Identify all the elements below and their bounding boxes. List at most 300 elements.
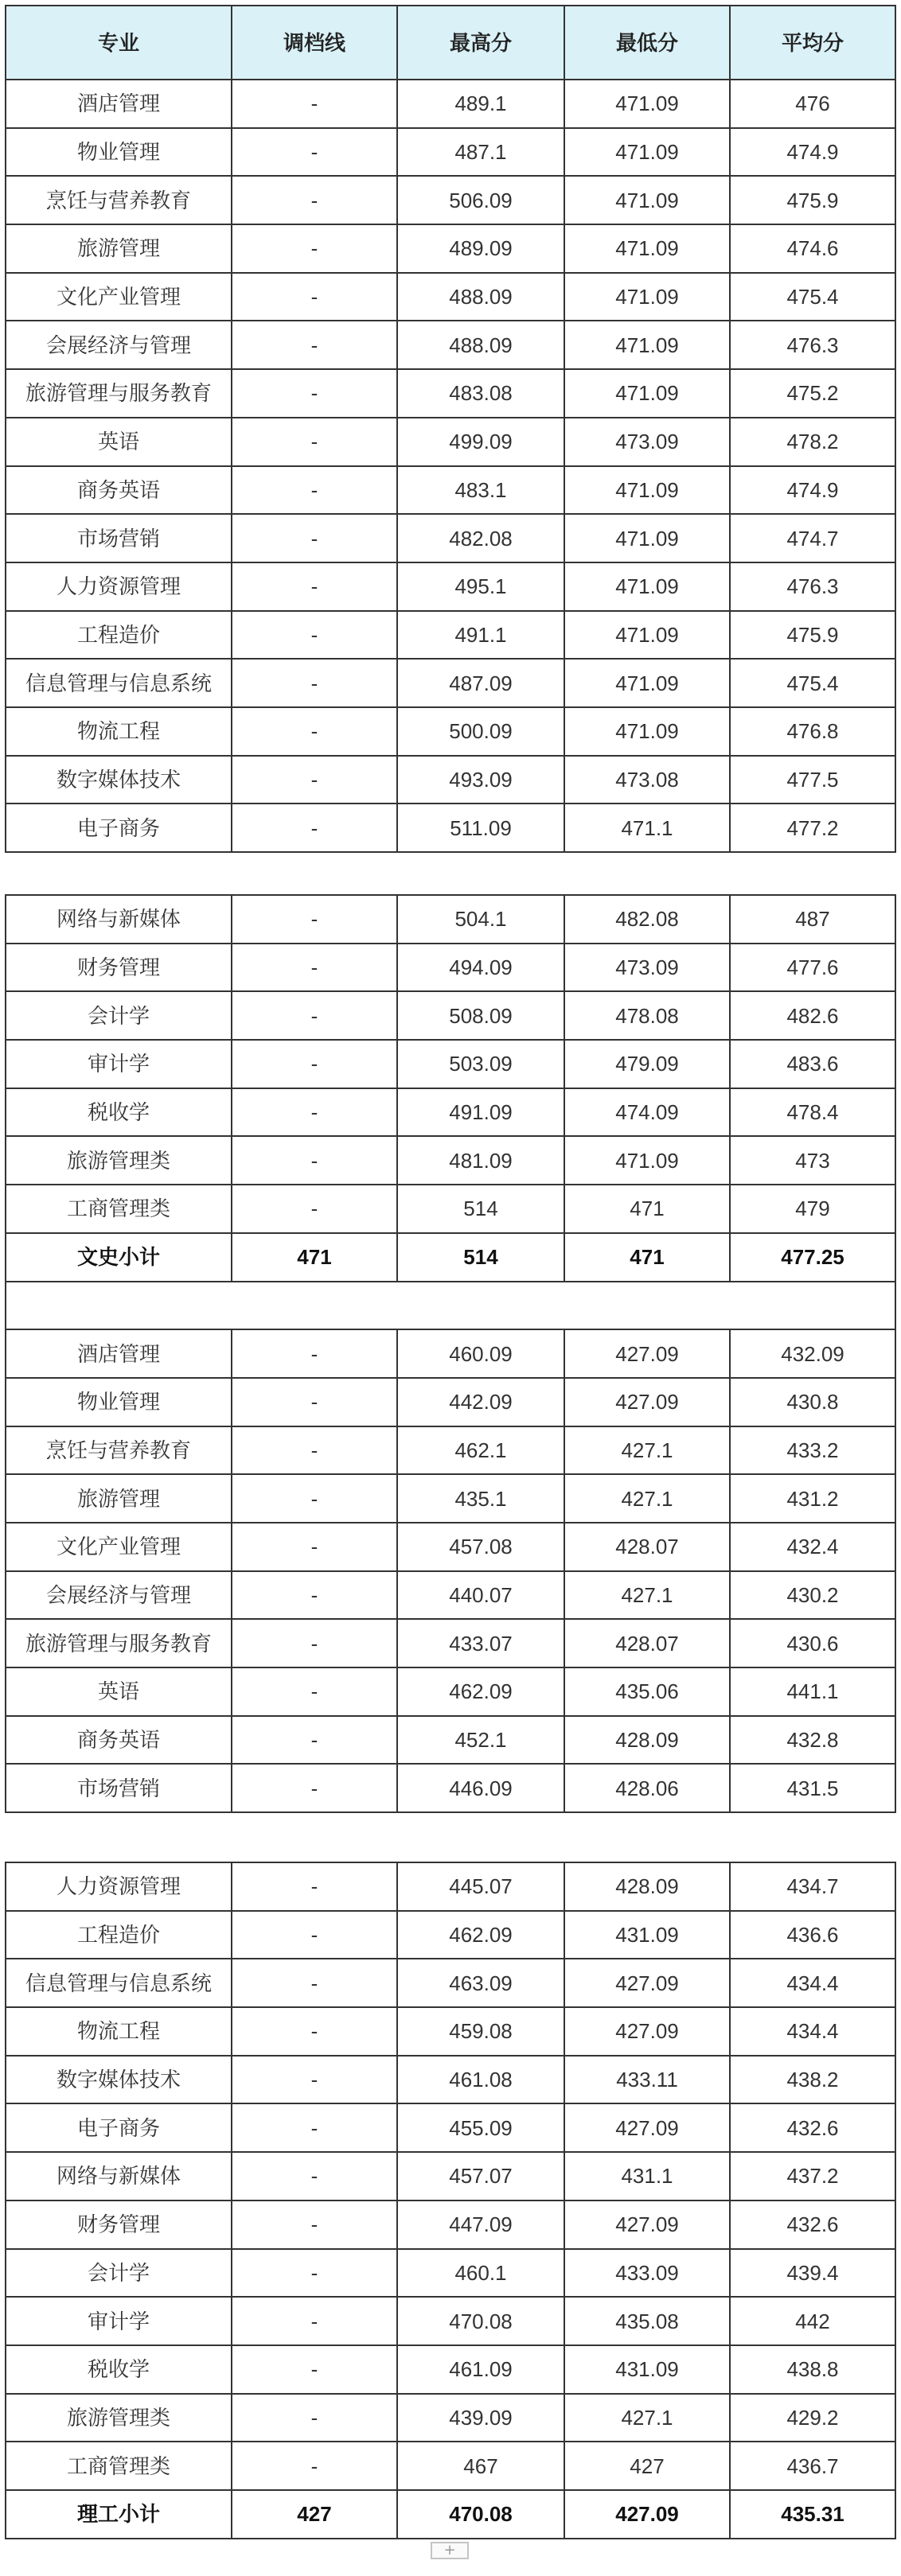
cutoff-line-cell: - — [232, 514, 397, 562]
min-score-cell: 479.09 — [564, 1040, 730, 1088]
min-score-cell: 427.1 — [564, 2394, 730, 2442]
major-cell: 税收学 — [6, 2345, 232, 2394]
table-row — [6, 273, 895, 321]
table-row — [6, 991, 895, 1040]
major-cell: 工程造价 — [6, 1911, 232, 1959]
major-cell: 旅游管理 — [6, 224, 232, 273]
major-cell: 会计学 — [6, 2249, 232, 2298]
table-body-2 — [6, 895, 895, 1812]
max-score-cell: 483.08 — [397, 369, 564, 418]
table-row — [6, 1426, 895, 1475]
max-score-cell: 489.1 — [397, 80, 564, 128]
min-score-cell: 431.09 — [564, 1911, 730, 1959]
max-score-cell: 494.09 — [397, 944, 564, 992]
min-score-cell: 427 — [564, 2442, 730, 2490]
min-score-cell: 433.09 — [564, 2249, 730, 2298]
max-score-cell: 457.08 — [397, 1523, 564, 1571]
max-score-cell: 482.08 — [397, 514, 564, 562]
major-cell: 数字媒体技术 — [6, 2056, 232, 2104]
max-score-cell: 439.09 — [397, 2394, 564, 2442]
cutoff-line-cell: - — [232, 321, 397, 369]
cutoff-line-cell: - — [232, 1764, 397, 1812]
major-cell: 烹饪与营养教育 — [6, 1426, 232, 1475]
avg-score-cell: 477.2 — [730, 804, 895, 852]
avg-score-cell: 436.7 — [730, 2442, 895, 2490]
cutoff-line-cell: - — [232, 1136, 397, 1185]
major-cell: 信息管理与信息系统 — [6, 659, 232, 707]
cutoff-line-cell: - — [232, 991, 397, 1040]
major-cell: 会计学 — [6, 991, 232, 1040]
max-score-cell: 442.09 — [397, 1378, 564, 1426]
max-score-cell: 461.08 — [397, 2056, 564, 2104]
major-cell: 工商管理类 — [6, 1185, 232, 1233]
max-score-cell: 460.1 — [397, 2249, 564, 2298]
min-score-cell: 428.06 — [564, 1764, 730, 1812]
cutoff-line-cell: - — [232, 1911, 397, 1959]
table-row — [6, 176, 895, 224]
max-score-cell: 508.09 — [397, 991, 564, 1040]
avg-score-cell: 433.2 — [730, 1426, 895, 1475]
table-row — [6, 418, 895, 466]
expand-button[interactable] — [431, 2542, 469, 2559]
max-score-cell: 462.09 — [397, 1911, 564, 1959]
avg-score-cell: 431.2 — [730, 1474, 895, 1523]
min-score-cell: 474.09 — [564, 1088, 730, 1137]
cutoff-line-cell: - — [232, 418, 397, 466]
min-score-cell: 471 — [564, 1185, 730, 1233]
avg-score-cell: 478.4 — [730, 1088, 895, 1137]
table-row — [6, 1911, 895, 1959]
cutoff-line-cell: - — [232, 2056, 397, 2104]
min-score-cell: 471.09 — [564, 321, 730, 369]
max-score-cell: 433.07 — [397, 1619, 564, 1667]
table-row — [6, 369, 895, 418]
max-score-cell: 506.09 — [397, 176, 564, 224]
cutoff-line-cell: - — [232, 1378, 397, 1426]
min-score-cell: 427.09 — [564, 1959, 730, 2007]
max-score-cell: 457.07 — [397, 2152, 564, 2200]
major-cell: 审计学 — [6, 2297, 232, 2345]
max-score-cell: 467 — [397, 2442, 564, 2490]
major-cell: 审计学 — [6, 1040, 232, 1088]
min-score-cell: 471.09 — [564, 611, 730, 660]
avg-score-cell: 477.6 — [730, 944, 895, 992]
avg-score-cell: 475.9 — [730, 611, 895, 660]
max-score-cell: 481.09 — [397, 1136, 564, 1185]
max-score-cell: 487.1 — [397, 128, 564, 177]
avg-score-cell: 477.5 — [730, 756, 895, 804]
header-max-score: 最高分 — [397, 6, 564, 80]
cutoff-line-cell: - — [232, 611, 397, 660]
avg-score-cell: 473 — [730, 1136, 895, 1185]
table-row — [6, 1959, 895, 2007]
cutoff-line-cell: - — [232, 756, 397, 804]
major-cell: 税收学 — [6, 1088, 232, 1137]
cutoff-line-cell: - — [232, 2297, 397, 2345]
avg-score-cell: 475.4 — [730, 273, 895, 321]
major-cell: 工商管理类 — [6, 2442, 232, 2490]
table-row — [6, 2200, 895, 2249]
min-score-cell: 427.09 — [564, 1329, 730, 1378]
major-cell: 财务管理 — [6, 944, 232, 992]
major-cell: 旅游管理类 — [6, 1136, 232, 1185]
table-header-row — [6, 6, 895, 80]
max-score-cell: 514 — [397, 1233, 564, 1282]
cutoff-line-cell: - — [232, 2442, 397, 2490]
cutoff-line-cell: - — [232, 804, 397, 852]
cutoff-line-cell: - — [232, 659, 397, 707]
major-cell: 酒店管理 — [6, 80, 232, 128]
avg-score-cell: 431.5 — [730, 1764, 895, 1812]
min-score-cell: 433.11 — [564, 2056, 730, 2104]
cutoff-line-cell: 427 — [232, 2490, 397, 2539]
avg-score-cell: 474.9 — [730, 466, 895, 515]
max-score-cell: 495.1 — [397, 562, 564, 611]
table-row — [6, 1667, 895, 1716]
table-row — [6, 2007, 895, 2056]
min-score-cell: 471.09 — [564, 1136, 730, 1185]
cutoff-line-cell: - — [232, 944, 397, 992]
min-score-cell: 473.08 — [564, 756, 730, 804]
cutoff-line-cell: - — [232, 1716, 397, 1765]
major-cell: 物业管理 — [6, 1378, 232, 1426]
max-score-cell: 487.09 — [397, 659, 564, 707]
major-cell: 烹饪与营养教育 — [6, 176, 232, 224]
cutoff-line-cell: - — [232, 1862, 397, 1911]
table-row — [6, 1619, 895, 1667]
max-score-cell: 470.08 — [397, 2490, 564, 2539]
avg-score-cell: 429.2 — [730, 2394, 895, 2442]
avg-score-cell: 434.4 — [730, 1959, 895, 2007]
avg-score-cell: 477.25 — [730, 1233, 895, 1282]
major-cell: 文史小计 — [6, 1233, 232, 1282]
table-row — [6, 321, 895, 369]
min-score-cell: 482.08 — [564, 895, 730, 944]
score-table-2 — [5, 894, 896, 1813]
max-score-cell: 447.09 — [397, 2200, 564, 2249]
min-score-cell: 428.09 — [564, 1862, 730, 1911]
avg-score-cell: 476.3 — [730, 321, 895, 369]
avg-score-cell: 487 — [730, 895, 895, 944]
avg-score-cell: 483.6 — [730, 1040, 895, 1088]
cutoff-line-cell: - — [232, 2103, 397, 2152]
cutoff-line-cell: - — [232, 369, 397, 418]
max-score-cell: 463.09 — [397, 1959, 564, 2007]
cutoff-line-cell: - — [232, 1959, 397, 2007]
cutoff-line-cell: - — [232, 1040, 397, 1088]
table-row — [6, 1571, 895, 1620]
cutoff-line-cell: - — [232, 176, 397, 224]
table-row — [6, 1040, 895, 1088]
table-row — [6, 2249, 895, 2298]
max-score-cell: 503.09 — [397, 1040, 564, 1088]
max-score-cell: 488.09 — [397, 321, 564, 369]
min-score-cell: 427.1 — [564, 1571, 730, 1620]
major-cell: 电子商务 — [6, 804, 232, 852]
table-row — [6, 1764, 895, 1812]
min-score-cell: 428.07 — [564, 1619, 730, 1667]
avg-score-cell: 430.8 — [730, 1378, 895, 1426]
min-score-cell: 427.09 — [564, 2200, 730, 2249]
max-score-cell: 491.09 — [397, 1088, 564, 1137]
table-row — [6, 2297, 895, 2345]
min-score-cell: 471 — [564, 1233, 730, 1282]
table-row — [6, 895, 895, 944]
header-avg-score: 平均分 — [730, 6, 895, 80]
min-score-cell: 427.1 — [564, 1474, 730, 1523]
max-score-cell: 489.09 — [397, 224, 564, 273]
max-score-cell: 459.08 — [397, 2007, 564, 2056]
cutoff-line-cell: - — [232, 466, 397, 515]
min-score-cell: 473.09 — [564, 944, 730, 992]
score-table-3 — [5, 1862, 896, 2539]
max-score-cell: 491.1 — [397, 611, 564, 660]
min-score-cell: 471.09 — [564, 659, 730, 707]
max-score-cell: 493.09 — [397, 756, 564, 804]
major-cell: 信息管理与信息系统 — [6, 1959, 232, 2007]
major-cell: 工程造价 — [6, 611, 232, 660]
score-table-1 — [5, 5, 896, 853]
avg-score-cell: 434.7 — [730, 1862, 895, 1911]
major-cell: 商务英语 — [6, 466, 232, 515]
min-score-cell: 427.09 — [564, 2007, 730, 2056]
cutoff-line-cell: - — [232, 1667, 397, 1716]
min-score-cell: 435.08 — [564, 2297, 730, 2345]
table-row — [6, 1378, 895, 1426]
avg-score-cell: 435.31 — [730, 2490, 895, 2539]
table-row — [6, 2442, 895, 2490]
table-row — [6, 562, 895, 611]
plus-icon: + — [443, 2542, 456, 2558]
avg-score-cell: 439.4 — [730, 2249, 895, 2298]
min-score-cell: 427.09 — [564, 1378, 730, 1426]
min-score-cell: 427.09 — [564, 2103, 730, 2152]
avg-score-cell: 432.09 — [730, 1329, 895, 1378]
avg-score-cell: 478.2 — [730, 418, 895, 466]
max-score-cell: 452.1 — [397, 1716, 564, 1765]
table-body-1 — [6, 80, 895, 852]
avg-score-cell: 475.4 — [730, 659, 895, 707]
avg-score-cell: 442 — [730, 2297, 895, 2345]
avg-score-cell: 475.2 — [730, 369, 895, 418]
table-header — [6, 6, 895, 80]
table-row — [6, 2345, 895, 2394]
min-score-cell: 427.1 — [564, 1426, 730, 1475]
cutoff-line-cell: - — [232, 2200, 397, 2249]
table-row — [6, 2103, 895, 2152]
max-score-cell: 511.09 — [397, 804, 564, 852]
avg-score-cell: 474.9 — [730, 128, 895, 177]
header-major: 专业 — [6, 6, 232, 80]
min-score-cell: 431.09 — [564, 2345, 730, 2394]
max-score-cell: 446.09 — [397, 1764, 564, 1812]
cutoff-line-cell: - — [232, 80, 397, 128]
max-score-cell: 435.1 — [397, 1474, 564, 1523]
major-cell: 旅游管理与服务教育 — [6, 1619, 232, 1667]
min-score-cell: 471.09 — [564, 80, 730, 128]
cutoff-line-cell: - — [232, 1523, 397, 1571]
table-row — [6, 1329, 895, 1378]
avg-score-cell: 438.8 — [730, 2345, 895, 2394]
max-score-cell: 470.08 — [397, 2297, 564, 2345]
cutoff-line-cell: - — [232, 2152, 397, 2200]
major-cell: 旅游管理 — [6, 1474, 232, 1523]
max-score-cell: 500.09 — [397, 707, 564, 756]
table-row — [6, 128, 895, 177]
cutoff-line-cell: - — [232, 1619, 397, 1667]
min-score-cell: 471.09 — [564, 466, 730, 515]
min-score-cell: 471.09 — [564, 224, 730, 273]
avg-score-cell: 476.8 — [730, 707, 895, 756]
major-cell: 旅游管理类 — [6, 2394, 232, 2442]
major-cell: 文化产业管理 — [6, 273, 232, 321]
max-score-cell: 504.1 — [397, 895, 564, 944]
subtotal-row — [6, 2490, 895, 2539]
major-cell: 市场营销 — [6, 514, 232, 562]
major-cell: 数字媒体技术 — [6, 756, 232, 804]
major-cell: 会展经济与管理 — [6, 321, 232, 369]
min-score-cell: 435.06 — [564, 1667, 730, 1716]
table-row — [6, 659, 895, 707]
major-cell: 英语 — [6, 1667, 232, 1716]
cutoff-line-cell: - — [232, 2394, 397, 2442]
min-score-cell: 471.09 — [564, 176, 730, 224]
major-cell: 电子商务 — [6, 2103, 232, 2152]
table-row — [6, 756, 895, 804]
major-cell: 旅游管理与服务教育 — [6, 369, 232, 418]
cutoff-line-cell: - — [232, 273, 397, 321]
cutoff-line-cell: - — [232, 707, 397, 756]
avg-score-cell: 475.9 — [730, 176, 895, 224]
max-score-cell: 440.07 — [397, 1571, 564, 1620]
cutoff-line-cell: - — [232, 1426, 397, 1475]
cutoff-line-cell: - — [232, 1571, 397, 1620]
table-row — [6, 2394, 895, 2442]
min-score-cell: 478.08 — [564, 991, 730, 1040]
avg-score-cell: 432.8 — [730, 1716, 895, 1765]
cutoff-line-cell: - — [232, 1329, 397, 1378]
major-cell: 物流工程 — [6, 2007, 232, 2056]
min-score-cell: 428.07 — [564, 1523, 730, 1571]
min-score-cell: 428.09 — [564, 1716, 730, 1765]
min-score-cell: 471.09 — [564, 514, 730, 562]
table-row — [6, 804, 895, 852]
min-score-cell: 471.09 — [564, 707, 730, 756]
avg-score-cell: 474.7 — [730, 514, 895, 562]
cutoff-line-cell: - — [232, 895, 397, 944]
table-row — [6, 1185, 895, 1233]
avg-score-cell: 479 — [730, 1185, 895, 1233]
cutoff-line-cell: - — [232, 1474, 397, 1523]
max-score-cell: 462.09 — [397, 1667, 564, 1716]
max-score-cell: 462.1 — [397, 1426, 564, 1475]
table-row — [6, 1523, 895, 1571]
table-row — [6, 1136, 895, 1185]
avg-score-cell: 436.6 — [730, 1911, 895, 1959]
table-row — [6, 1474, 895, 1523]
major-cell: 人力资源管理 — [6, 1862, 232, 1911]
avg-score-cell: 430.6 — [730, 1619, 895, 1667]
max-score-cell: 461.09 — [397, 2345, 564, 2394]
avg-score-cell: 441.1 — [730, 1667, 895, 1716]
major-cell: 物业管理 — [6, 128, 232, 177]
major-cell: 理工小计 — [6, 2490, 232, 2539]
table-row — [6, 1716, 895, 1765]
major-cell: 财务管理 — [6, 2200, 232, 2249]
avg-score-cell: 434.4 — [730, 2007, 895, 2056]
avg-score-cell: 474.6 — [730, 224, 895, 273]
table-row — [6, 514, 895, 562]
cutoff-line-cell: - — [232, 224, 397, 273]
major-cell: 英语 — [6, 418, 232, 466]
avg-score-cell: 476 — [730, 80, 895, 128]
min-score-cell: 471.1 — [564, 804, 730, 852]
header-cutoff-line: 调档线 — [232, 6, 397, 80]
table-body-3 — [6, 1862, 895, 2539]
table-row — [6, 466, 895, 515]
cutoff-line-cell: - — [232, 2345, 397, 2394]
major-cell: 会展经济与管理 — [6, 1571, 232, 1620]
min-score-cell: 427.09 — [564, 2490, 730, 2539]
max-score-cell: 514 — [397, 1185, 564, 1233]
major-cell: 文化产业管理 — [6, 1523, 232, 1571]
avg-score-cell: 438.2 — [730, 2056, 895, 2104]
avg-score-cell: 437.2 — [730, 2152, 895, 2200]
cutoff-line-cell: - — [232, 1088, 397, 1137]
major-cell: 网络与新媒体 — [6, 895, 232, 944]
cutoff-line-cell: - — [232, 2249, 397, 2298]
cutoff-line-cell: - — [232, 1185, 397, 1233]
cutoff-line-cell: - — [232, 562, 397, 611]
table-row — [6, 1088, 895, 1137]
major-cell: 网络与新媒体 — [6, 2152, 232, 2200]
min-score-cell: 473.09 — [564, 418, 730, 466]
major-cell: 酒店管理 — [6, 1329, 232, 1378]
avg-score-cell: 432.6 — [730, 2200, 895, 2249]
major-cell: 人力资源管理 — [6, 562, 232, 611]
cutoff-line-cell: - — [232, 2007, 397, 2056]
max-score-cell: 499.09 — [397, 418, 564, 466]
max-score-cell: 460.09 — [397, 1329, 564, 1378]
major-cell: 物流工程 — [6, 707, 232, 756]
blank-row — [6, 1282, 895, 1330]
avg-score-cell: 482.6 — [730, 991, 895, 1040]
blank-cell — [6, 1282, 895, 1330]
max-score-cell: 488.09 — [397, 273, 564, 321]
table-row — [6, 224, 895, 273]
table-row — [6, 2056, 895, 2104]
max-score-cell: 483.1 — [397, 466, 564, 515]
avg-score-cell: 432.6 — [730, 2103, 895, 2152]
major-cell: 市场营销 — [6, 1764, 232, 1812]
max-score-cell: 455.09 — [397, 2103, 564, 2152]
table-row — [6, 1862, 895, 1911]
table-row — [6, 944, 895, 992]
min-score-cell: 431.1 — [564, 2152, 730, 2200]
avg-score-cell: 476.3 — [730, 562, 895, 611]
table-row — [6, 611, 895, 660]
header-min-score: 最低分 — [564, 6, 730, 80]
cutoff-line-cell: 471 — [232, 1233, 397, 1282]
table-row — [6, 707, 895, 756]
avg-score-cell: 432.4 — [730, 1523, 895, 1571]
max-score-cell: 445.07 — [397, 1862, 564, 1911]
min-score-cell: 471.09 — [564, 128, 730, 177]
table-row — [6, 80, 895, 128]
avg-score-cell: 430.2 — [730, 1571, 895, 1620]
min-score-cell: 471.09 — [564, 562, 730, 611]
min-score-cell: 471.09 — [564, 369, 730, 418]
